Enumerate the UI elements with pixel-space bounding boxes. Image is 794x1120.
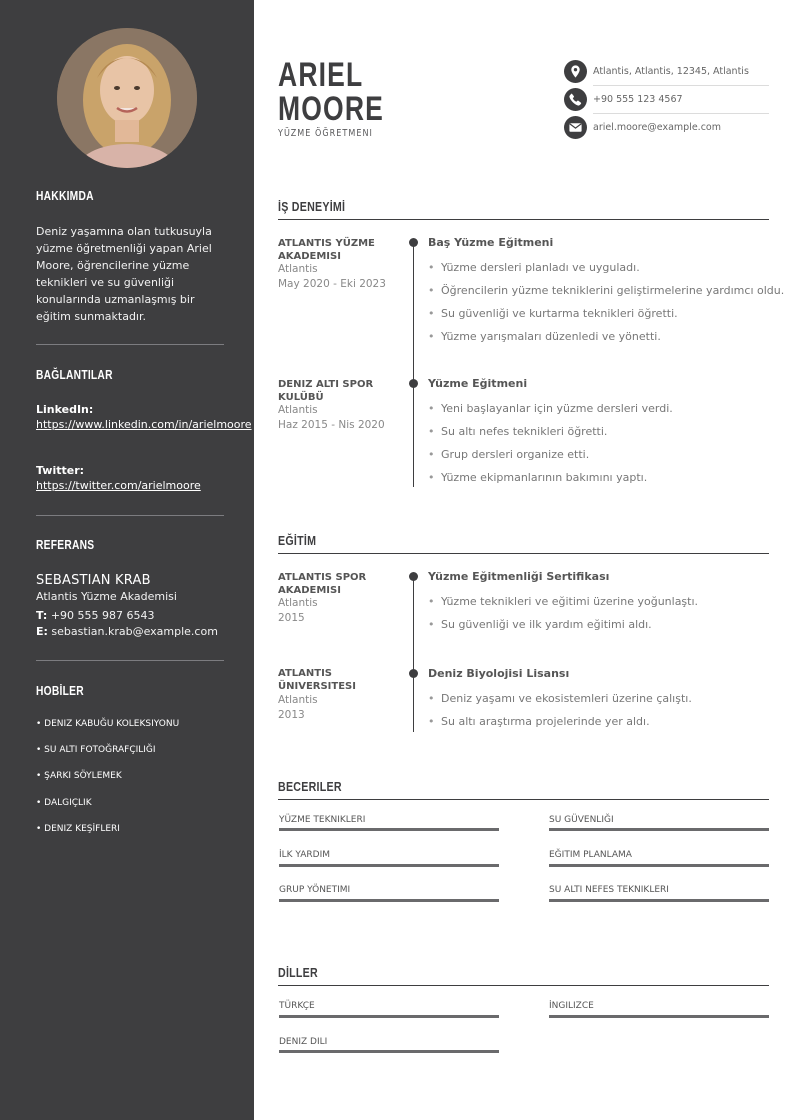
experience-heading: İŞ DENEYİMİ bbox=[278, 199, 346, 214]
language-label: İNGILIZCE bbox=[549, 1001, 594, 1011]
reference-org: Atlantis Yüzme Akademisi bbox=[36, 590, 177, 603]
job-role: YÜZME ÖĞRETMENI bbox=[278, 128, 373, 139]
experience-bullet: • Yeni başlayanlar için yüzme dersleri verdi. bbox=[428, 402, 673, 415]
experience-bullet: • Öğrencilerin yüzme tekniklerini geliştirmelerine yardımcı oldu. bbox=[428, 284, 784, 297]
timeline-line bbox=[413, 574, 414, 732]
experience-org: ATLANTIS YÜZME AKADEMISI bbox=[278, 238, 375, 262]
experience-location: Atlantis bbox=[278, 263, 318, 275]
timeline-line bbox=[413, 241, 414, 487]
section-divider bbox=[278, 985, 769, 986]
hobbies-heading: HOBİLER bbox=[36, 684, 84, 698]
reference-name: SEBASTIAN KRAB bbox=[36, 573, 151, 588]
education-location: Atlantis bbox=[278, 597, 318, 609]
skill-label: EĞITIM PLANLAMA bbox=[549, 850, 632, 860]
experience-bullet: • Yüzme ekipmanlarının bakımını yaptı. bbox=[428, 471, 647, 484]
section-divider bbox=[278, 553, 769, 554]
education-org: ATLANTIS ÜNIVERSITESI bbox=[278, 668, 356, 692]
education-date: 2015 bbox=[278, 612, 305, 624]
timeline-dot bbox=[409, 238, 418, 247]
twitter-label: Twitter: bbox=[36, 464, 85, 477]
education-title: Deniz Biyolojisi Lisansı bbox=[428, 667, 570, 680]
experience-date: May 2020 - Eki 2023 bbox=[278, 278, 386, 290]
education-title: Yüzme Eğitmenliği Sertifikası bbox=[428, 570, 610, 583]
divider bbox=[36, 515, 224, 516]
experience-bullet: • Grup dersleri organize etti. bbox=[428, 448, 589, 461]
reference-phone bbox=[36, 609, 155, 622]
phone-label: T: bbox=[36, 609, 48, 622]
about-text: Deniz yaşamına olan tutkusuyla yüzme öğretmenliği yapan Ariel Moore, öğrencilerine yüzme teknikleri ve su güvenliği konularında uzmanlaşmış bir eğitim sunmaktadır. bbox=[36, 225, 212, 323]
email-icon bbox=[564, 116, 587, 139]
skill-label: SU ALTI NEFES TEKNIKLERI bbox=[549, 885, 669, 895]
divider bbox=[36, 660, 224, 661]
education-location: Atlantis bbox=[278, 694, 318, 706]
avatar bbox=[57, 28, 197, 168]
linkedin-label: LinkedIn: bbox=[36, 403, 94, 416]
twitter-link[interactable]: https://twitter.com/arielmoore bbox=[36, 479, 201, 492]
last-name: MOORE bbox=[278, 90, 385, 128]
hobby-item: • DENIZ KABUĞU KOLEKSIYONU bbox=[36, 719, 180, 729]
skill-bar bbox=[549, 864, 769, 867]
contact-phone: +90 555 123 4567 bbox=[593, 94, 683, 105]
experience-title: Yüzme Eğitmeni bbox=[428, 377, 528, 390]
hobby-item: • ŞARKI SÖYLEMEK bbox=[36, 771, 122, 781]
about-heading: HAKKIMDA bbox=[36, 189, 94, 203]
education-heading: EĞİTİM bbox=[278, 533, 317, 548]
location-icon bbox=[564, 60, 587, 83]
timeline-dot bbox=[409, 669, 418, 678]
links-heading: BAĞLANTILAR bbox=[36, 368, 113, 382]
education-bullet: • Yüzme teknikleri ve eğitimi üzerine yoğunlaştı. bbox=[428, 595, 698, 608]
sidebar bbox=[0, 0, 254, 1120]
email-value: sebastian.krab@example.com bbox=[51, 625, 218, 638]
skill-label: İLK YARDIM bbox=[279, 850, 330, 860]
skill-bar bbox=[279, 899, 499, 902]
language-label: DENIZ DILI bbox=[279, 1037, 328, 1047]
divider bbox=[593, 113, 769, 114]
experience-bullet: • Yüzme dersleri planladı ve uyguladı. bbox=[428, 261, 640, 274]
experience-title: Baş Yüzme Eğitmeni bbox=[428, 236, 554, 249]
skill-bar bbox=[549, 899, 769, 902]
education-date: 2013 bbox=[278, 709, 305, 721]
experience-bullet: • Yüzme yarışmaları düzenledi ve yönetti. bbox=[428, 330, 661, 343]
language-bar bbox=[549, 1015, 769, 1018]
timeline-dot bbox=[409, 379, 418, 388]
contact-address: Atlantis, Atlantis, 12345, Atlantis bbox=[593, 66, 749, 77]
skill-label: SU GÜVENLIĞI bbox=[549, 815, 614, 825]
reference-email bbox=[36, 625, 218, 638]
timeline-dot bbox=[409, 572, 418, 581]
hobby-item: • SU ALTI FOTOĞRAFÇILIĞI bbox=[36, 745, 156, 755]
email-label: E: bbox=[36, 625, 48, 638]
language-bar bbox=[279, 1050, 499, 1053]
skill-bar bbox=[279, 828, 499, 831]
skill-label: YÜZME TEKNIKLERI bbox=[279, 815, 366, 825]
education-bullet: • Su güvenliği ve ilk yardım eğitimi aldı. bbox=[428, 618, 652, 631]
language-label: TÜRKÇE bbox=[279, 1001, 315, 1011]
divider bbox=[593, 85, 769, 86]
experience-bullet: • Su altı nefes teknikleri öğretti. bbox=[428, 425, 607, 438]
language-bar bbox=[279, 1015, 499, 1018]
experience-date: Haz 2015 - Nis 2020 bbox=[278, 419, 385, 431]
first-name: ARIEL bbox=[278, 56, 364, 94]
reference-heading: REFERANS bbox=[36, 538, 95, 552]
education-bullet: • Deniz yaşamı ve ekosistemleri üzerine çalıştı. bbox=[428, 692, 692, 705]
hobby-item: • DALGIÇLIK bbox=[36, 798, 92, 808]
skills-heading: BECERILER bbox=[278, 779, 342, 794]
skill-label: GRUP YÖNETIMI bbox=[279, 885, 351, 895]
education-org: ATLANTIS SPOR AKADEMISI bbox=[278, 572, 367, 596]
hobby-item: • DENIZ KEŞİFLERI bbox=[36, 824, 120, 834]
education-bullet: • Su altı araştırma projelerinde yer aldı. bbox=[428, 715, 650, 728]
phone-icon bbox=[564, 88, 587, 111]
divider bbox=[36, 344, 224, 345]
languages-heading: DİLLER bbox=[278, 965, 318, 980]
experience-org: DENIZ ALTI SPOR KULÜBÜ bbox=[278, 379, 374, 403]
section-divider bbox=[278, 799, 769, 800]
skill-bar bbox=[279, 864, 499, 867]
section-divider bbox=[278, 219, 769, 220]
linkedin-link[interactable]: https://www.linkedin.com/in/arielmoore bbox=[36, 418, 252, 431]
contact-email: ariel.moore@example.com bbox=[593, 122, 721, 133]
phone-value: +90 555 987 6543 bbox=[50, 609, 155, 622]
experience-bullet: • Su güvenliği ve kurtarma teknikleri öğretti. bbox=[428, 307, 678, 320]
experience-location: Atlantis bbox=[278, 404, 318, 416]
skill-bar bbox=[549, 828, 769, 831]
